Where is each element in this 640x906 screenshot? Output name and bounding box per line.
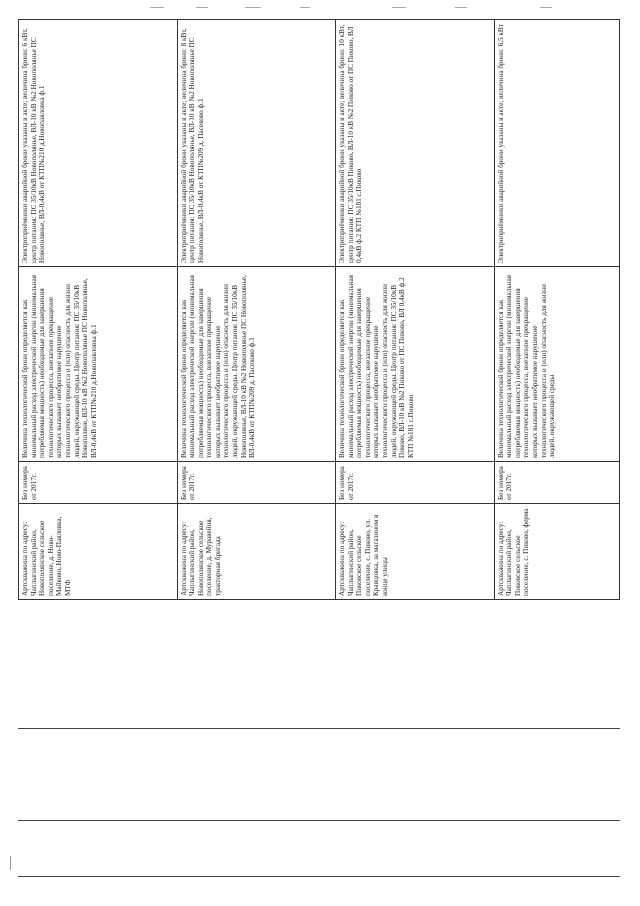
tech-reserve-cell: Величина технологической брони определяется как минимальный расход электрической энергии (минимальная потребляемая мощность) необходимые для завершения технологического процесса, внезапное прекращение которых вызывает необратимое нарушение технологического процесса и (или) опасность для жизни людей, окружающей среды. Центр питания: ПС 35/10кВ Новополянье, ВЛ-10 кВ №2 Новополянье ПС Новополянье, ВЛ-0,4кВ от КТП№209 д. Пасеково ф.1	[177, 267, 336, 462]
address-cell: Артскважина по адресу: Чаплыгинский район, Пиковское сельское поселение, с. Пиково, ферма	[494, 504, 619, 600]
table-row	[19, 20, 178, 600]
rotated-table	[18, 20, 620, 600]
scan-dots	[0, 0, 640, 14]
number-cell: Без номера от 2017г.	[336, 462, 495, 504]
address-cell: Артскважина по адресу: Чаплыгинский район, Новополянское сельское поселение, д. Ново-Майково, Ново-Павловка, МТФ	[19, 504, 178, 600]
emergency-reserve-cell: Электроприёмники аварийной брони указаны в акте; величина брони: 6 кВт, центр питания: ПС 35/10кВ Новополянье, ВЛ-10 кВ №2 Новополянье ПС Новополянье, ВЛ-0,4кВ от КТП№210 д.Новопавловка ф.1	[19, 20, 178, 267]
emergency-reserve-cell: Электроприёмники аварийной брони указаны в акте; величина брони: 8 кВт, центр питания: ПС 35/10кВ Новополянье, ВЛ-10 кВ №2 Новополянье ПС Новополянье, ВЛ-0,4кВ от КТП№209 д. Пасеково ф.1	[177, 20, 336, 267]
emergency-reserve-cell: Электроприёмники аварийной брони указаны в акте; величина брони: 10 кВт, центр питания: ПС 35/10кВ Пиково, ВЛ-10 кВ №2 Пиково от ПС Пиково, ВЛ 0,4кВ ф.2 КТП №181 с.Пиково	[336, 20, 495, 267]
table-row	[494, 20, 619, 600]
tech-reserve-cell: Величина технологической брони определяется как минимальный расход электрической энергии (минимальная потребляемая мощность) необходимые для завершения технологического процесса, внезапное прекращение которых вызывает необратимое нарушение технологического процесса и (или) опасность для жизни людей, окружающей среды	[494, 267, 619, 462]
table-row	[177, 20, 336, 600]
table-frame	[18, 20, 620, 600]
emergency-reserve-cell: Электроприёмники аварийной брони указаны в акте; величина брони: 6,5 кВт	[494, 20, 619, 267]
tech-reserve-cell: Величина технологической брони определяется как минимальный расход электрической энергии (минимальная потребляемая мощность) необходимые для завершения технологического процесса, внезапное прекращение которых вызывает необратимое нарушение технологического процесса и (или) опасность для жизни людей, окружающей среды. Центр питания: ПС 35/10кВ Новополяне, ВЛ-10 кВ №2 Новополянье ПС Новополянье, ВЛ-0,4кВ от КТП№210 д.Новопавловка ф.1	[19, 267, 178, 462]
table-row	[336, 20, 495, 600]
address-cell: Артскважина по адресу: Чаплыгинский район, Пиковское сельское поселение, с. Пиково, ул. Кравцовка, за магазином в конце улицы	[336, 504, 495, 600]
margin-mark	[10, 856, 11, 870]
address-cell: Артскважина по адресу: Чаплыгинский район, Новополянское сельское поселение, д. Муравейня, тракторная бригада	[177, 504, 336, 600]
ruled-line	[18, 728, 620, 729]
ruled-line	[18, 820, 620, 821]
reservation-table	[18, 19, 620, 600]
ruled-line	[18, 876, 620, 877]
number-cell: Без номера от 2017г.	[177, 462, 336, 504]
number-cell: Без номера от 2017г.	[494, 462, 619, 504]
tech-reserve-cell: Величина технологической брони определяется как минимальный расход электрической энергии (минимальная потребляемая мощность) необходимые для завершения технологического процесса, внезапное прекращение которых вызывает необратимое нарушение технологического процесса и (или) опасность для жизни людей, окружающей среды. Центр питания: ПС 35/10кВ Пиково, ВЛ-10 кВ №2 Пиково от ПС Пиково, ВЛ 0,4кВ ф.2 КТП №181 с.Пиково	[336, 267, 495, 462]
number-cell: Без номера от 2017г.	[19, 462, 178, 504]
